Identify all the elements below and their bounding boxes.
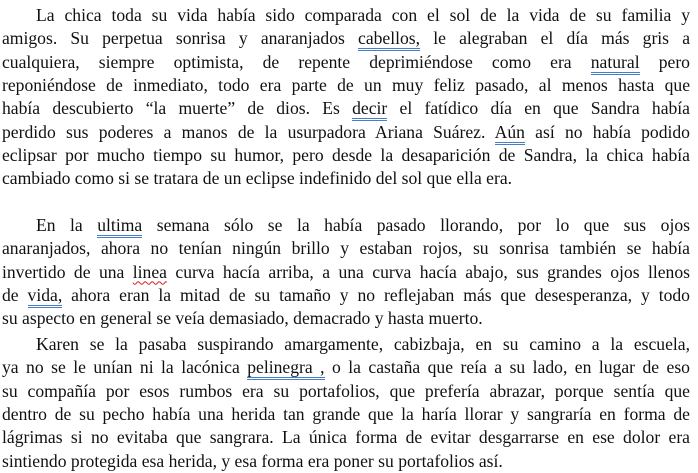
text-line	[2, 380, 690, 403]
text-line	[2, 261, 690, 284]
grammar-underline-word: vida,	[28, 285, 63, 308]
text-line	[2, 74, 690, 97]
grammar-underline-word: natural	[591, 52, 640, 75]
text-run: semana sólo se la había pasado llorando, por lo que sus ojos	[142, 215, 690, 235]
text-run: ahora eran la mitad de su tamaño y no reflejaban más que desesperanza, y todo	[62, 284, 690, 305]
text-run: pero	[639, 51, 690, 72]
text-run: perdido sus poderes a manos de la usurpadora Ariana Suárez.	[2, 121, 495, 142]
text-line	[2, 167, 690, 190]
text-line	[2, 51, 690, 74]
text-line	[2, 284, 690, 307]
text-line	[36, 4, 690, 27]
text-run: lágrimas si no evitaba que sangrara. La única forma de evitar desgarrarse en ese dolor era	[2, 427, 690, 448]
grammar-underline-word: cabellos,	[358, 28, 420, 51]
text-run: o la castaña que reía a su lado, en lugar de eso	[324, 357, 690, 378]
text-line	[2, 27, 690, 50]
text-run: cualquiera, siempre optimista, de repente deprimiéndose como era	[2, 51, 591, 72]
grammar-underline-word: pelinegra ,	[247, 357, 324, 380]
text-line	[2, 97, 690, 120]
text-line	[2, 450, 690, 473]
text-run: En la	[36, 215, 98, 235]
text-run: Karen se la pasaba suspirando amargamente, cabizbaja, en su camino a la escuela,	[36, 334, 690, 354]
text-run: sintiendo protegida esa herida, y esa forma era poner su portafolios así.	[2, 450, 503, 471]
text-run: así no había podido	[524, 121, 690, 142]
text-run: anaranjados, ahora no tenían ningún brillo y estaban rojos, su sonrisa también se había	[2, 238, 690, 259]
text-line	[2, 307, 690, 330]
text-run: reponiéndose de inmediato, todo era parte de un muy feliz pasado, al menos hasta que	[2, 74, 690, 95]
text-line	[2, 403, 690, 426]
text-line	[2, 144, 690, 167]
text-run: el fatídico día en que Sandra había	[387, 98, 690, 119]
grammar-underline-word: Aún	[495, 122, 525, 145]
text-line	[2, 356, 690, 379]
text-run: su aspecto en general se veía demasiado, demacrado y hasta muerto.	[2, 308, 483, 329]
text-run: amigos. Su perpetua sonrisa y anaranjados	[2, 28, 359, 49]
text-run: de	[2, 284, 28, 305]
text-run: cambiado como si se tratara de un eclipse indefinido del sol que ella era.	[2, 168, 513, 189]
text-run: La chica toda su vida había sido comparada con el sol de la vida de su familia y	[36, 5, 690, 25]
text-line	[36, 333, 690, 356]
spelling-underline-word: linea	[132, 261, 167, 282]
text-run: dentro de su pecho había una herida tan grande que la haría llorar y sangraría en forma de	[2, 403, 690, 424]
text-run: invertido de una	[2, 261, 133, 282]
text-run: curva hacía arriba, a una curva hacía abajo, sus grandes ojos llenos	[166, 261, 690, 282]
text-run: ya no se le unían ni la lacónica	[2, 357, 248, 378]
text-run: eclipsar por mucho tiempo su humor, pero desde la desaparición de Sandra, la chica había	[2, 144, 690, 165]
text-run: había descubierto “la muerte” de dios. Es	[2, 98, 353, 119]
text-run: le alegraban el día más gris a	[420, 28, 691, 49]
text-line	[36, 214, 690, 237]
text-line	[2, 237, 690, 260]
grammar-underline-word: decir	[352, 98, 387, 121]
text-run: su compañía por esos rumbos era su portafolios, que prefería abrazar, porque sentía que	[2, 380, 690, 401]
text-line	[2, 121, 690, 144]
text-line	[2, 426, 690, 449]
grammar-underline-word: ultima	[97, 215, 142, 238]
